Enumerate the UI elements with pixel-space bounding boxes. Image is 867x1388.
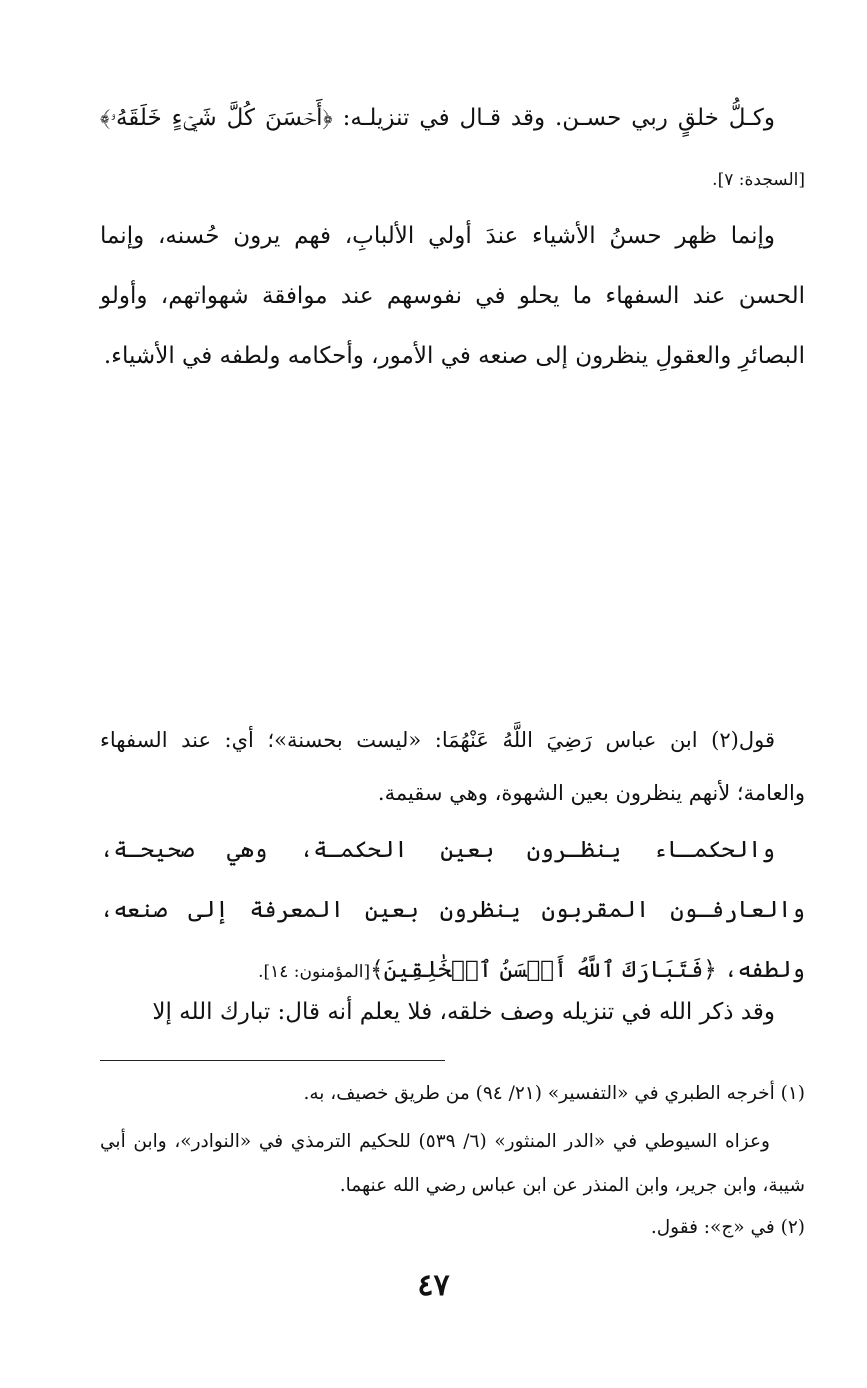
quran-reference-2: [المؤمنون: ١٤]. [258,962,371,982]
paragraph-1 [100,88,805,210]
footnote-1: (١) أخرجه الطبري في «التفسير» (٢١/ ٩٤) من طريق خصيف، به. [303,1083,805,1104]
footnote-1-continued: وعزاه السيوطي في «الدر المنثور» (٦/ ٥٣٩) للحكيم الترمذي في «النوادر»، وابن أبي شيبة، وابن جرير، وابن المنذر عن ابن عباس رضي الله عنهما. [100,1131,805,1196]
quran-reference-1: [السجدة: ٧]. [712,170,805,190]
paragraph-3: قول(٢) ابن عباس رَضِيَ اللَّهُ عَنْهُمَا: «ليست بحسنة»؛ أي: عند السفهاء والعامة؛ لأنهم ينظرون بعين الشهوة، وهي سقيمة. [100,728,805,805]
paragraph-1-text: وكـلُّ خلقٍ ربي حسـن. وقد قـال في تنزيلـه: ﴿أَحۡسَنَ كُلَّ شَيۡءٍ خَلَقَهُۥ﴾ [100,105,775,131]
paragraph-2: وإنما ظهر حسنُ الأشياء عندَ أولي الألبابِ، فهم يرون حُسنه، وإنما الحسن عند السفهاء ما يحلو في نفوسهم عند موافقة شهواتهم، وأولو البصائرِ والعقولِ ينظرون إلى صنعه في الأمور، وأحكامه ولطفه في الأشياء. [100,223,805,369]
page-number: ٤٧ [417,1268,450,1303]
paragraph-5: وقد ذكر الله في تنزيله وصف خلقه، فلا يعلم أنه قال: تبارك الله إلا [152,999,775,1025]
footnote-separator [100,1060,445,1061]
paragraph-4 [100,820,805,1002]
paragraph-4-text: والحكمـاء ينظـرون بعين الحكمـة، وهي صحيحـة، والعارفـون المقربون ينظرون بعين المعرفة إلى صنعه، ولطفه، ﴿فَتَبَارَكَ ٱللَّهُ أَحۡسَنُ ٱلۡخَٰلِقِينَ﴾ [100,837,805,983]
footnote-2: (٢) في «ج»: فقول. [650,1217,805,1238]
